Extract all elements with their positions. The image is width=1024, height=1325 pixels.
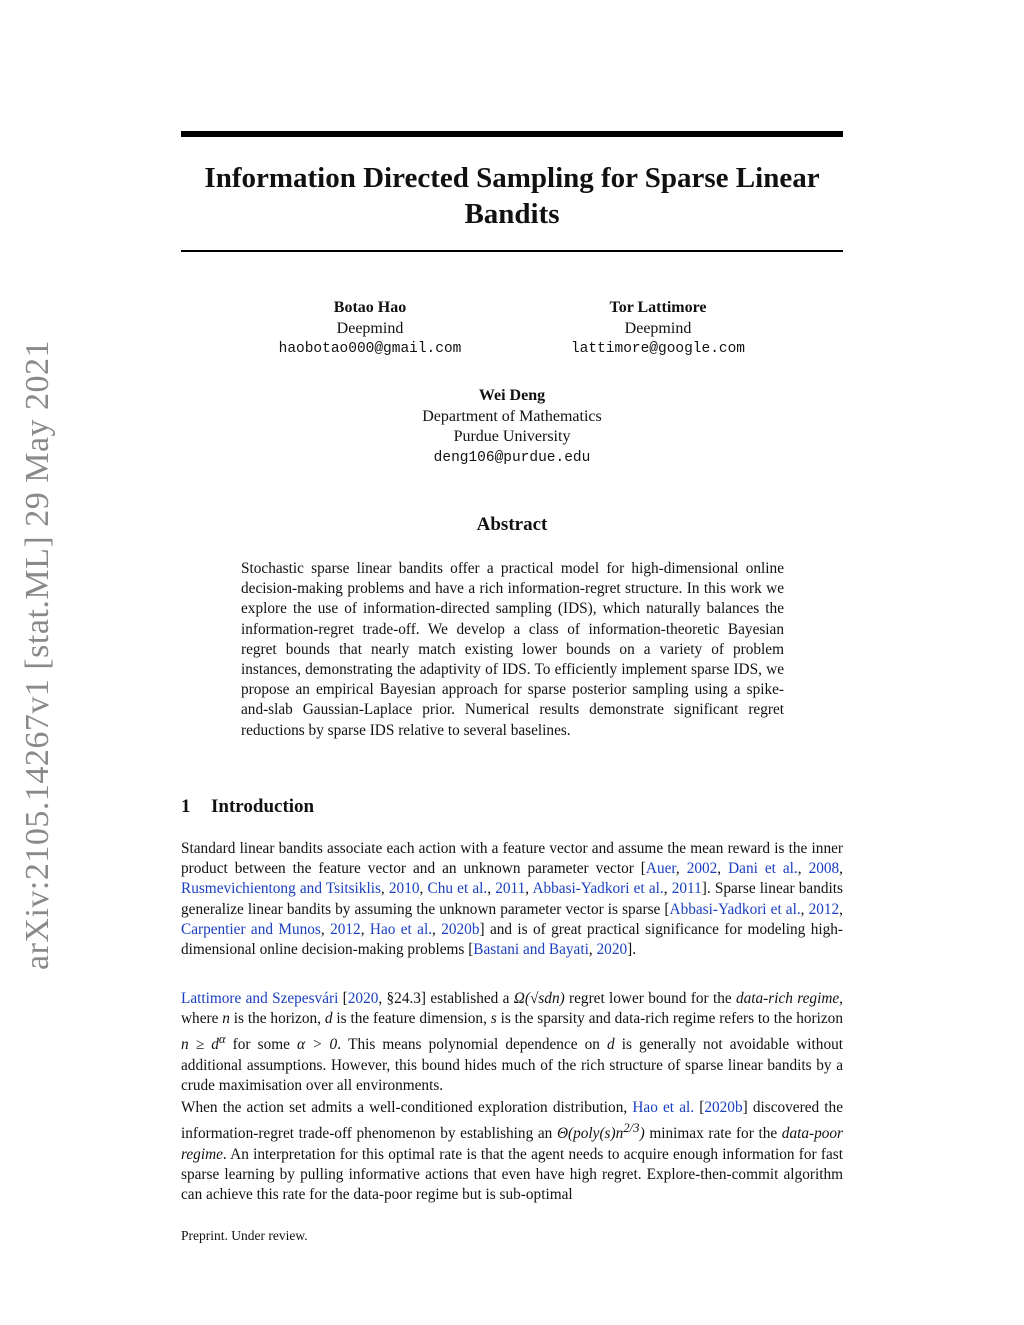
citation-link[interactable]: 2012 bbox=[808, 900, 840, 918]
author-name: Botao Hao bbox=[333, 299, 407, 316]
citation-link[interactable]: 2011 bbox=[671, 880, 702, 898]
citation-link[interactable]: Chu et al. bbox=[427, 880, 488, 898]
author-affiliation: Deepmind bbox=[624, 319, 692, 337]
citation-link[interactable]: 2011 bbox=[495, 880, 526, 898]
citation-link[interactable]: 2002 bbox=[686, 860, 718, 878]
citation-link[interactable]: 2020b bbox=[441, 920, 480, 938]
citation-link[interactable]: Lattimore and Szepesvári bbox=[181, 990, 339, 1007]
author-block-3 bbox=[362, 386, 662, 468]
math-expression: Ω(√sdn) bbox=[513, 990, 565, 1007]
section-title: Introduction bbox=[211, 796, 315, 817]
citation-link[interactable]: Auer bbox=[645, 860, 676, 878]
author-department: Department of Mathematics bbox=[422, 407, 602, 425]
text-run: When the action set admits a well-conditioned exploration distribution, bbox=[181, 1099, 633, 1116]
math-expression: Θ(poly(s)n bbox=[556, 1125, 624, 1143]
title-top-rule bbox=[181, 131, 843, 137]
citation-link[interactable]: Rusmevichientong and Tsitsiklis bbox=[181, 880, 381, 898]
author-email: haobotao000@gmail.com bbox=[278, 341, 462, 357]
intro-paragraph-3: When the action set admits a well-conditioned exploration distribution, Hao et al. [2020b] discovered the information-regret trade-off phenomenon by establishing an $\Theta(poly(s)n^{2/3})$ minimax rate for the data-poor regime. An interpretation for this optimal rate is that the agent needs to acquire enough information for fast sparse learning by pulling informative actions that even have high regret. Explore-then-commit algorithm can achieve this rate for the data-poor regime but is sub-optimal bbox=[181, 1099, 843, 1203]
text-run: for some bbox=[225, 1036, 297, 1054]
section-heading bbox=[181, 796, 314, 818]
citation-link[interactable]: Dani et al. bbox=[728, 860, 798, 878]
author-block-2 bbox=[538, 298, 778, 360]
title-bottom-rule bbox=[181, 250, 843, 252]
author-email: lattimore@google.com bbox=[570, 341, 746, 357]
citation-link[interactable]: Abbasi-Yadkori et al. bbox=[532, 880, 664, 898]
math-expression: d bbox=[607, 1036, 615, 1054]
author-affiliation: Deepmind bbox=[336, 319, 404, 337]
author-email: deng106@purdue.edu bbox=[433, 449, 591, 466]
citation-link[interactable]: 2012 bbox=[330, 920, 361, 938]
citation-link[interactable]: 2008 bbox=[808, 860, 840, 878]
author-name: Wei Deng bbox=[478, 387, 546, 404]
citation-link[interactable]: 2020 bbox=[347, 990, 379, 1007]
citation-link[interactable]: Carpentier and Munos bbox=[181, 920, 321, 938]
math-expression: d bbox=[324, 1010, 333, 1028]
author-name: Tor Lattimore bbox=[609, 299, 707, 316]
text-run: , §24.3] established a bbox=[378, 990, 514, 1007]
page-footer: Preprint. Under review. bbox=[181, 1228, 308, 1243]
math-expression: s bbox=[490, 1010, 497, 1028]
section-number: 1 bbox=[181, 796, 191, 817]
author-block-1 bbox=[250, 298, 490, 360]
text-run: ] and is of great practical significance for modeling high-dimensional online decision-making problems [ bbox=[181, 920, 843, 959]
text-run: Standard linear bandits associate each action with a feature vector and assume the mean reward is the inner product between the feature vector and an unknown parameter vector [ bbox=[181, 840, 843, 878]
text-run: ]. bbox=[627, 941, 637, 959]
text-run: is the horizon, bbox=[229, 1010, 325, 1028]
math-expression: n bbox=[222, 1010, 230, 1028]
math-expression: ) bbox=[639, 1125, 645, 1143]
emphasis: data-rich regime bbox=[735, 990, 840, 1007]
text-run: ] discovered the information-regret trade-off phenomenon by establishing an bbox=[181, 1099, 843, 1143]
citation-link[interactable]: 2020 bbox=[596, 941, 628, 959]
citation-link[interactable]: 2020b bbox=[704, 1099, 743, 1116]
paper-title: Information Directed Sampling for Sparse Linear Bandits bbox=[204, 162, 820, 230]
math-expression: n ≥ d bbox=[181, 1036, 219, 1054]
intro-paragraph-1: Standard linear bandits associate each action with a feature vector and assume the mean reward is the inner product between the feature vector and an unknown parameter vector [Auer, 2002, Dani et al., 2008, Rusmevichientong and Tsitsiklis, 2010, Chu et al., 2011, Abbasi-Yadkori et al., 2011]. Sparse linear bandits generalize linear bandits by assuming the unknown parameter vector is sparse [Abbasi-Yadkori et al., 2012, Carpentier and Munos, 2012, Hao et al., 2020b] and is of great practical significance for modeling high-dimensional online decision-making problems [Bastani and Bayati, 2020]. bbox=[181, 840, 843, 959]
arxiv-identifier: arXiv:2105.14267v1 [stat.ML] 29 May 2021 bbox=[19, 339, 56, 970]
math-expression: α > 0 bbox=[297, 1036, 338, 1054]
text-run: regret lower bound for the bbox=[564, 990, 736, 1007]
citation-link[interactable]: Bastani and Bayati bbox=[473, 941, 589, 959]
abstract-heading: Abstract bbox=[476, 514, 548, 535]
citation-link[interactable]: Hao et al. bbox=[632, 1099, 695, 1116]
text-run: minimax rate for the bbox=[644, 1125, 782, 1143]
text-run: is generally not avoidable without additional assumptions. However, this bound hides much of the rich structure of sparse linear bandits by a crude maximisation over all environments. bbox=[181, 1036, 843, 1094]
text-run: . An interpretation for this optimal rate is that the agent needs to acquire enough information for fast sparse learning by pulling informative actions that even have high regret. Explore-then-commit algorithm can achieve this rate for the data-poor regime but is sub-optimal bbox=[181, 1145, 843, 1203]
text-run: is the sparsity and data-rich regime refers to the horizon bbox=[496, 1010, 843, 1028]
intro-paragraph-2: Lattimore and Szepesvári [2020, §24.3] established a Ω(√sdn) regret lower bound for the data-rich regime, where n is the horizon, d is the feature dimension, s is the sparsity and data-rich regime refers to the horizon $n \ge d^\alpha$ for some α > 0. This means polynomial dependence on d is generally not avoidable without additional assumptions. However, this bound hides much of the rich structure of sparse linear bandits by a crude maximisation over all environments. bbox=[181, 990, 843, 1094]
author-affiliation: Purdue University bbox=[453, 428, 571, 445]
citation-link[interactable]: Hao et al. bbox=[369, 920, 433, 938]
citation-link[interactable]: 2010 bbox=[388, 880, 420, 898]
text-run: ]. Sparse linear bandits generalize linear bandits by assuming the unknown parameter vector is sparse [ bbox=[181, 880, 843, 918]
math-superscript: α bbox=[218, 1032, 226, 1047]
abstract-text: Stochastic sparse linear bandits offer a practical model for high-dimensional online decision-making problems and have a rich information-regret structure. In this work we explore the use of information-directed sampling (IDS), which naturally balances the information-regret trade-off. We develop a class of information-theoretic Bayesian regret bounds that nearly match existing lower bounds on a variety of problem instances, demonstrating the adaptivity of IDS. To efficiently implement sparse IDS, we propose an empirical Bayesian approach for sparse posterior sampling using a spike-and-slab Gaussian-Laplace prior. Numerical results demonstrate significant regret reductions by sparse IDS relative to several baselines. bbox=[241, 560, 784, 739]
text-run: , where bbox=[181, 990, 843, 1028]
emphasis: data-poor regime bbox=[181, 1125, 843, 1163]
math-superscript: 2/3 bbox=[623, 1121, 640, 1136]
text-run: . This means polynomial dependence on bbox=[337, 1036, 608, 1054]
text-run: is the feature dimension, bbox=[332, 1010, 491, 1028]
citation-link[interactable]: Abbasi-Yadkori et al. bbox=[669, 900, 801, 918]
